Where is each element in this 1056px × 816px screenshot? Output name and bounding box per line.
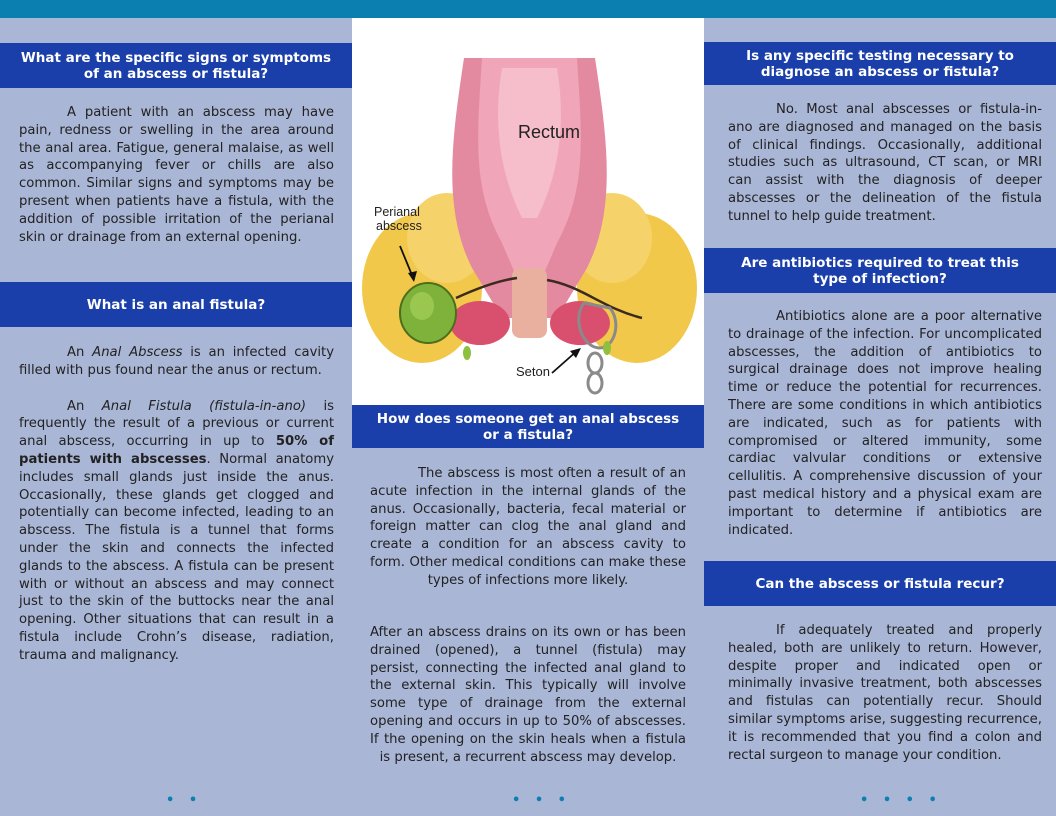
anal-fistula-heading: What is an anal fistula? [0,282,352,327]
antibiotics-paragraph: Antibiotics alone are a poor alternative to drainage of the infection. For uncomplicated abscesses, the addition of antibiotics to surgical drainage does not improve healing time or reduce the potential for recurrences. There are some conditions in which antibiotics are indicated, such as for patients with compromised or altered immunity, some cardiac valvular conditions or extensive cellulitis. A comprehensive discussion of your past medical history and a physical exam are important to determine if antibiotics are indicated. [728,309,1042,538]
cause-heading: How does someone get an anal abscess or a fistula? [352,405,704,448]
testing-paragraph: No. Most anal abscesses or fistula-in-ano are diagnosed and managed on the basis of clinical findings. Occasionally, additional studies such as ultrasound, CT scan, or MRI can assist with the diagnosis of deeper abscesses or the delineation of the fistula tunnel to help guide treatment. [728,102,1042,224]
cause-text-1 [370,465,686,590]
cause-paragraph-2: After an abscess drains on its own or has been drained (opened), a tunnel (fistula) may persist, connecting the infected anal gland to the external skin. This typically will involve some type of drainage from the external opening and occurs in up to 50% of abscesses. If the opening on the skin heals when a fistula is present, a recurrent abscess may develop. [370,625,686,765]
rectum-diagram [352,18,704,405]
recurrence-text [728,622,1042,764]
signs-symptoms-text [19,104,334,246]
panel-dots: • • • • [860,793,942,808]
cause-text-2 [370,624,686,766]
anal-fistula-definition: An Anal Fistula (fistula-in-ano) is frequently the result of a previous or current anal abscess, occurring in up to 50% of patients with abscesses. Normal anatomy includes small glands just inside the anus. Occasionally, these glands get clogged and potentially can become infected, leading to an abscess. The fistula is a tunnel that forms under the skin and connects the infected glands to the abscess. A fistula can be present with or without an abscess and may connect just to the skin of the buttocks near the anal opening. Other situations that can result in a fistula include Crohn’s disease, radiation, trauma and malignancy. [19,398,334,663]
right-panel [704,18,1056,816]
perianal-label: Perianal [374,205,420,219]
testing-heading: Is any specific testing necessary to diagnose an abscess or fistula? [704,42,1056,85]
signs-symptoms-heading: What are the specific signs or symptoms of an abscess or fistula? [0,43,352,88]
center-panel [352,18,704,816]
anal-fistula-text [19,344,334,665]
panel-dots: • • • [512,793,571,808]
top-accent-bar [0,0,1056,18]
recurrence-paragraph: If adequately treated and properly healed, both are unlikely to return. However, despite proper and indicated open or minimally invasive treatment, both abscesses and fistulas can potentially recur. Should similar symptoms arise, suggesting recurrence, it is recommended that you find a colon and rectal surgeon to manage your condition. [728,623,1042,763]
recurrence-heading: Can the abscess or fistula recur? [704,561,1056,606]
antibiotics-heading: Are antibiotics required to treat this type of infection? [704,248,1056,293]
anatomy-illustration [352,18,704,405]
cause-paragraph-1: The abscess is most often a result of an acute infection in the internal glands of the anus. Occasionally, bacteria, fecal material or foreign matter can clog the anal gland and create a condition for an abscess cavity to form. Other medical conditions can make these types of infections more likely. [370,466,686,588]
testing-text [728,101,1042,226]
antibiotics-text [728,308,1042,539]
signs-symptoms-paragraph: A patient with an abscess may have pain, redness or swelling in the area around the anal area. Fatigue, general malaise, as well as accompanying fever or chills are also common. Similar signs and symptoms may be present when patients have a fistula, with the addition of possible irritation of the perianal skin or drainage from an external opening. [19,105,334,245]
panel-dots: • • [166,793,203,808]
rectum-label: Rectum [518,122,581,142]
anal-abscess-definition: An Anal Abscess is an infected cavity filled with pus found near the anus or rectum. [19,345,335,378]
seton-label: Seton [516,364,550,379]
left-panel [0,18,352,816]
abscess-label: abscess [376,219,422,233]
